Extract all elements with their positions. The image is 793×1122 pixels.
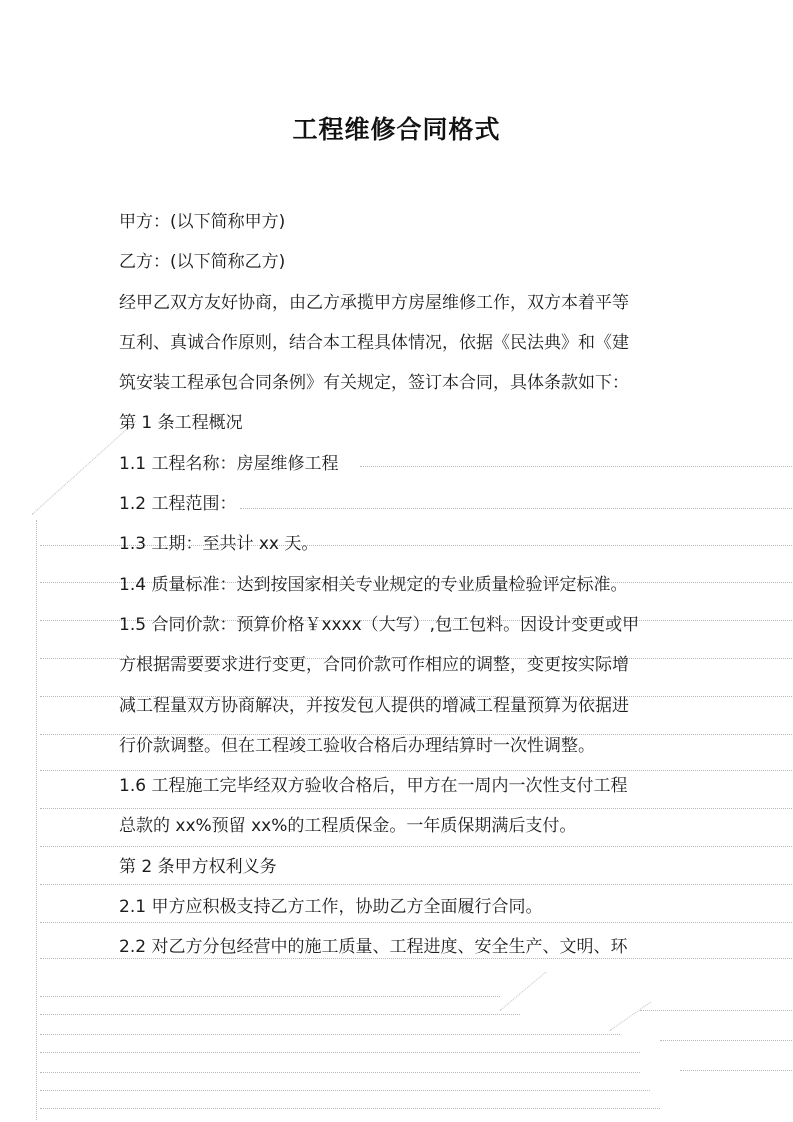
article-heading: 第 2 条甲方权利义务 [119, 856, 277, 877]
preamble-line: 经甲乙双方友好协商，由乙方承揽甲方房屋维修工作，双方本着平等 [119, 292, 629, 313]
clause-line: 1.2 工程范围： [119, 494, 237, 515]
party-a-line: 甲方：(以下简称甲方) [119, 212, 286, 232]
clause-line: 总款的 xx%预留 xx%的工程质保金。一年质保期满后支付。 [119, 816, 577, 837]
document-body [119, 202, 683, 968]
clause-line: 方根据需要要求进行变更，合同价款可作相应的调整，变更按实际增 [119, 655, 629, 676]
preamble-line: 筑安装工程承包合同条例》有关规定，签订本合同，具体条款如下： [119, 373, 629, 394]
party-b-line: 乙方：(以下简称乙方) [119, 252, 286, 273]
document-title: 工程维修合同格式 [292, 115, 501, 144]
clause-line: 1.6 工程施工完毕经双方验收合格后，甲方在一周内一次性支付工程 [119, 776, 628, 797]
clause-line: 2.1 甲方应积极支持乙方工作，协助乙方全面履行合同。 [119, 897, 543, 918]
clause-line: 1.1 工程名称：房屋维修工程 [119, 453, 339, 474]
clause-line: 1.5 合同价款：预算价格￥xxxx（大写）,包工包料。因设计变更或甲 [119, 614, 640, 635]
clause-line: 行价款调整。但在工程竣工验收合格后办理结算时一次性调整。 [119, 735, 595, 756]
preamble-line: 互利、真诚合作原则，结合本工程具体情况，依据《民法典》和《建 [119, 332, 629, 353]
clause-line: 减工程量双方协商解决，并按发包人提供的增减工程量预算为依据进 [119, 695, 629, 716]
article-heading: 第 1 条工程概况 [119, 413, 243, 434]
clause-line: 1.4 质量标准：达到按国家相关专业规定的专业质量检验评定标准。 [119, 574, 628, 595]
clause-line: 1.3 工期：至共计 xx 天。 [119, 534, 319, 555]
clause-line: 2.2 对乙方分包经营中的施工质量、工程进度、安全生产、文明、环 [119, 937, 628, 958]
